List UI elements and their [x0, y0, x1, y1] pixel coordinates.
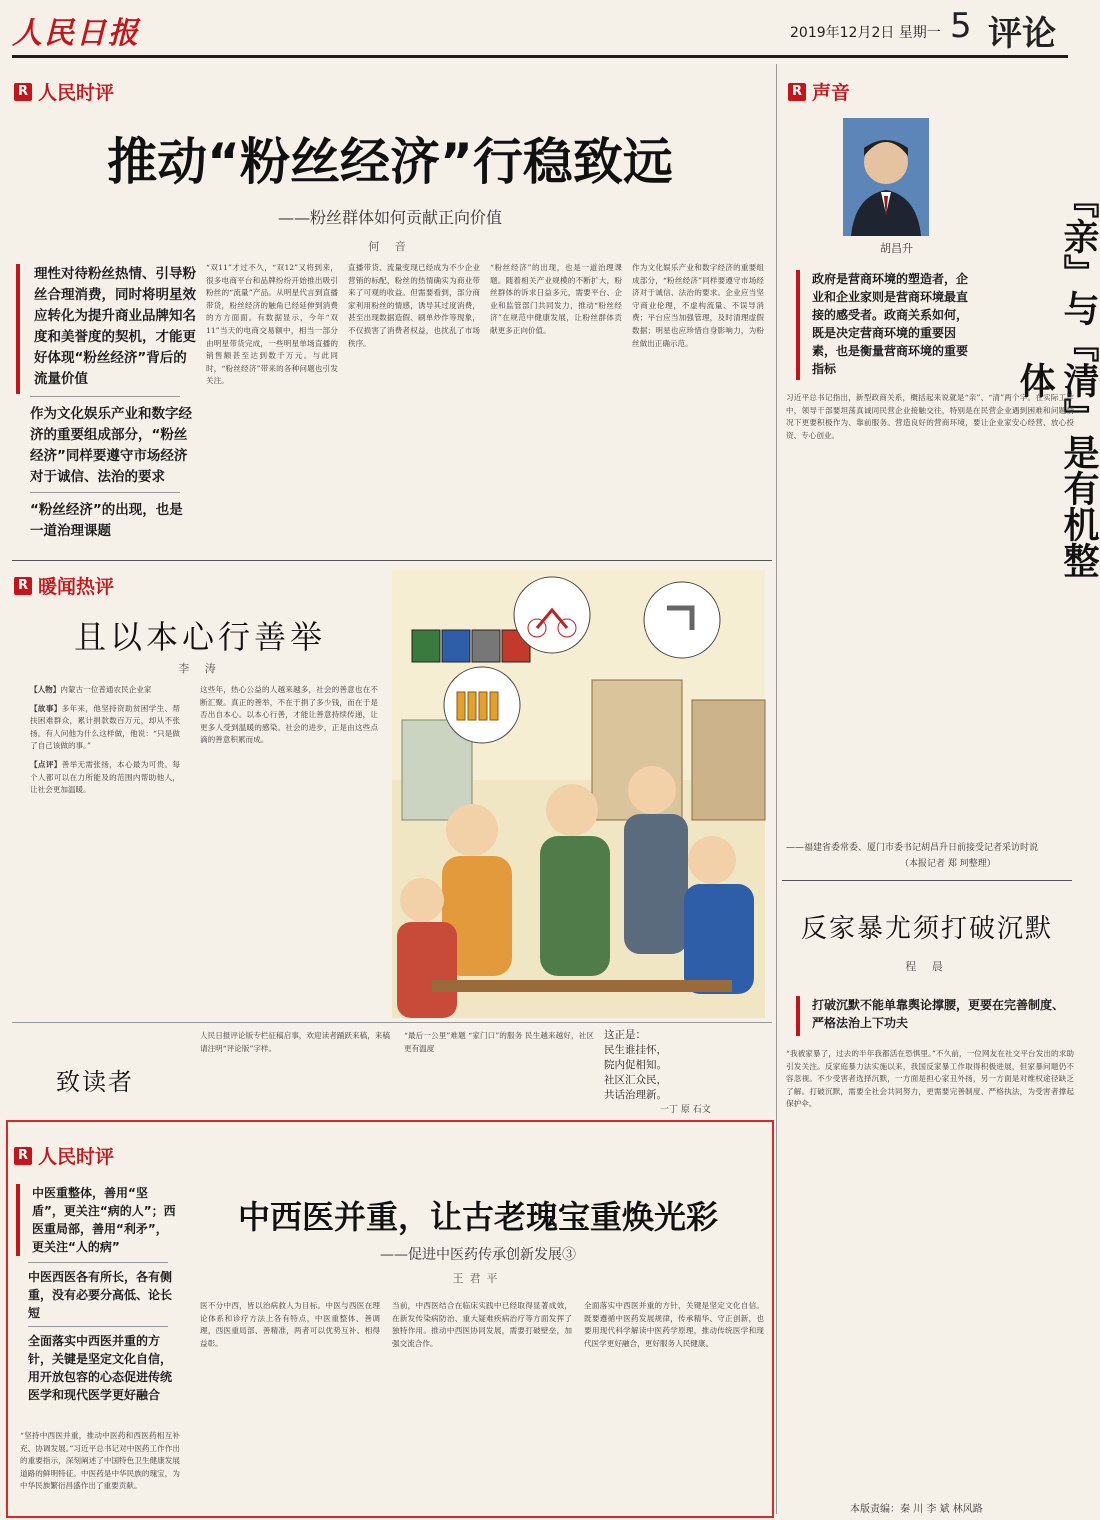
voice-tag-label: 声音 — [812, 82, 851, 104]
issue-date: 2019年12月2日 星期一 — [790, 25, 941, 41]
portrait-photo — [843, 118, 929, 236]
lead-divider — [30, 396, 180, 397]
section-rule — [12, 1022, 772, 1023]
section-name: 评论 — [988, 14, 1056, 54]
article4-subtitle: ——促进中医药传承创新发展③ — [380, 1247, 576, 1263]
article4-tag — [14, 1142, 114, 1169]
article3-body: “我被家暴了，过去的半年我都活在恐惧里。”不久前，一位网友在社交平台发出的求助引发关注。反家庭暴力法实施以来，我国反家暴工作取得积极进展，但家暴问题仍不容忽视。不少受害者选择沉默，一方面是担心家丑外扬，另一方面是对维权途径缺乏了解。打破沉默，需要全社会共同努力，更需要完善制度、严格执法，为受害者撑起保护伞。 — [786, 1049, 1074, 1109]
lead-divider — [30, 492, 180, 493]
article1-subtitle: ——粉丝群体如何贡献正向价值 — [277, 208, 502, 227]
article4-lead-3: 全面落实中西医并重的方针，关键是坚定文化自信，用开放包容的心态促进传统医学和现代医学更好融合 — [28, 1334, 173, 1402]
story-text: 多年来，他坚持资助贫困学生、帮扶困难群众，累计捐款数百万元，却从不张扬。有人问他为什么这样做，他说：“只是做了自己该做的事。” — [30, 703, 181, 751]
article3-headline: 反家暴尤须打破沉默 — [800, 914, 1053, 944]
comment-text: 善举无需张扬，本心最为可贵。每个人都可以在力所能及的范围内帮助他人，让社会更加温暖。 — [30, 759, 181, 795]
illustration-poem — [604, 1028, 764, 1106]
column-logo-icon: R — [14, 83, 32, 101]
lead-divider — [28, 1326, 168, 1327]
article2-tag-label: 暖闻热评 — [38, 576, 115, 598]
article4-body-col-3: 当前，中西医结合在临床实践中已经取得显著成效，在新发传染病防治、重大疑难疾病治疗等方面发挥了独特作用。推动中西医协同发展，需要打破壁垒，加强交流合作。 — [392, 1301, 572, 1348]
person-label: 【人物】 — [30, 685, 61, 694]
community-illustration — [392, 570, 765, 1018]
poem-line: 社区汇众民， — [604, 1074, 667, 1086]
column-logo-icon: R — [14, 1147, 32, 1165]
article1-lead-3: “粉丝经济”的出现，也是一道治理课题 — [30, 502, 183, 539]
illustration-credit: 一丁 原 石文 — [660, 1105, 711, 1115]
vertical-title-text: 『亲』与『清』是有机整体 — [1014, 182, 1099, 578]
voice-lead: 政府是营商环境的塑造者，企业和企业家则是营商环境最直接的感受者。政商关系如何，既是决定营商环境的重要因素，也是衡量营商环境的重要指标 — [796, 270, 976, 380]
masthead — [0, 0, 1080, 58]
article4-lead-1: 中医重整体，善用“坚盾”，更关注“病的人”；西医重局部，善用“利矛”，更关注“人的病” — [16, 1184, 176, 1256]
voice-source: ——福建省委常委、厦门市委书记胡昌升日前接受记者采访时说 — [786, 843, 1039, 853]
article2-sidebar — [30, 684, 180, 1004]
article1-lead-1: 理性对待粉丝热情、引导粉丝合理消费，同时将明星效应转化为提升商业品牌知名度和美誉度的契机，才能更好体现“粉丝经济”背后的流量价值 — [16, 264, 196, 394]
article1-body-col-1: “双11”才过不久，“双12”又将到来，很多电商平台和品牌纷纷开始推出吸引粉丝的“流量”产品。从明星代言到直播带货，粉丝经济的触角已经延伸到消费的方方面面。有数据显示，今年“双11”当天的电商交易额中，相当一部分由明星带货完成，一些明星单场直播的销售额甚至达到数千万元。与此同时，“粉丝经济”带来的各种问题也引发关注。 — [206, 263, 338, 386]
section-rule — [782, 880, 1072, 881]
masthead-rule — [12, 55, 1068, 58]
lead-divider — [28, 1262, 168, 1263]
article1-headline: 推动“粉丝经济”行稳致远 — [107, 133, 673, 191]
voice-tag — [788, 78, 850, 105]
article4-headline: 中西医并重，让古老瑰宝重焕光彩 — [237, 1198, 718, 1236]
illustration-caption: “最后一公里”难题 “家门口”的服务 民生越来越好，社区更有温度 — [404, 1031, 594, 1053]
article4-lead-2: 中医西医各有所长，各有侧重，没有必要分高低、论长短 — [28, 1270, 173, 1320]
article1-byline: 何 音 — [368, 240, 412, 253]
page-editor: 本版责编：秦 川 李 斌 林风路 — [850, 1504, 983, 1515]
notice-text: 人民日报评论版专栏征稿启事，欢迎读者踊跃来稿，来稿请注明“评论版”字样。 — [200, 1031, 390, 1053]
story-label: 【故事】 — [30, 703, 62, 713]
article4-tag-label: 人民时评 — [38, 1146, 115, 1168]
article2-tag — [14, 572, 114, 599]
article3-lead: 打破沉默不能单靠舆论撑腰，更要在完善制度、严格法治上下功夫 — [796, 996, 1066, 1036]
article4-body-col-4: 全面落实中西医并重的方针，关键是坚定文化自信。既要遵循中医药发展规律，传承精华、守正创新，也要用现代科学解读中医药学原理，推动传统医学和现代医学更好融合，更好服务人民健康。 — [584, 1301, 764, 1348]
section-rule — [12, 560, 772, 561]
voice-reporter: （本报记者 郑 珂整理） — [900, 859, 996, 869]
newspaper-logo: 人民日报 — [12, 16, 140, 51]
column-divider — [776, 64, 777, 1514]
page-number: 5 — [950, 6, 972, 46]
article3-byline: 程 晨 — [905, 960, 949, 973]
article4-body-col-2: 医不分中西，皆以治病救人为目标。中医与西医在理论体系和诊疗方法上各有特点，中医重整体、善调理，西医重局部、善精准，两者可以优势互补、相得益彰。 — [200, 1301, 380, 1348]
article4-byline: 王君平 — [452, 1272, 504, 1285]
portrait-name: 胡昌升 — [880, 242, 913, 255]
column-logo-icon: R — [14, 577, 32, 595]
article1-tag — [14, 78, 114, 105]
poem-line: 民生谁挂怀， — [604, 1044, 667, 1056]
poem-line: 共话治理新。 — [604, 1089, 667, 1101]
article2-body: 这些年，热心公益的人越来越多，社会的善意也在不断汇聚。真正的善举，不在于捐了多少钱，而在于是否出自本心。以本心行善，才能让善意持续传递，让更多人受到温暖的感染。社会的进步，正是由这些点滴的善意积累而成。 — [200, 685, 378, 745]
poem-line: 院内促相知。 — [604, 1059, 667, 1071]
article2-byline: 李 涛 — [178, 662, 222, 675]
article1-body-col-3: “粉丝经济”的出现，也是一道治理课题。随着相关产业规模的不断扩大，粉丝群体的诉求日益多元，需要平台、企业和监管部门共同发力，推动“粉丝经济”在规范中健康发展，让粉丝群体贡献更多正向价值。 — [490, 263, 622, 335]
person-text: 内蒙古一位普通农民企业家 — [60, 685, 152, 694]
poem-intro: 这正是： — [604, 1029, 646, 1041]
voice-body: 习近平总书记指出，新型政商关系，概括起来说就是“亲”、“清”两个字。在实际工作中，领导干部要坦荡真诚同民营企业接触交往，特别是在民营企业遇到困难和问题情况下更要积极作为、靠前服务。营造良好的营商环境，要让企业家安心经营、放心投资、专心创业。 — [786, 393, 1074, 440]
article1-body-col-2: 直播带货、流量变现已经成为不少企业营销的标配，粉丝的热情确实为商业带来了可观的收益。但需要看到，部分商家利用粉丝的情感，诱导其过度消费，甚至出现数据造假、刷单炒作等现象，不仅损害了消费者权益，也扰乱了市场秩序。 — [348, 263, 480, 348]
article1-lead-2: 作为文化娱乐产业和数字经济的重要组成部分，“粉丝经济”同样要遵守市场经济对于诚信、法治的要求 — [30, 406, 192, 485]
article4-body-col-1: “坚持中西医并重，推动中医药和西医药相互补充、协调发展。”习近平总书记对中医药工作作出的重要指示，深刻阐述了中国特色卫生健康发展道路的鲜明特征。中医药是中华民族的瑰宝，为中华民族繁衍昌盛作出了重要贡献。 — [20, 1431, 180, 1491]
notice-title: 致读者 — [56, 1068, 134, 1096]
comment-label: 【点评】 — [30, 759, 62, 769]
column-logo-icon: R — [788, 83, 806, 101]
article2-headline: 且以本心行善举 — [73, 618, 326, 656]
article1-tag-label: 人民时评 — [38, 82, 115, 104]
article1-body-col-4: 作为文化娱乐产业和数字经济的重要组成部分，“粉丝经济”同样要遵守市场经济对于诚信、法治的要求。企业应当坚守商业伦理，不虚构流量、不误导消费；平台应当加强管理，及时清理虚假数据；明星也应珍惜自身影响力，为粉丝做出正确示范。 — [632, 263, 764, 348]
